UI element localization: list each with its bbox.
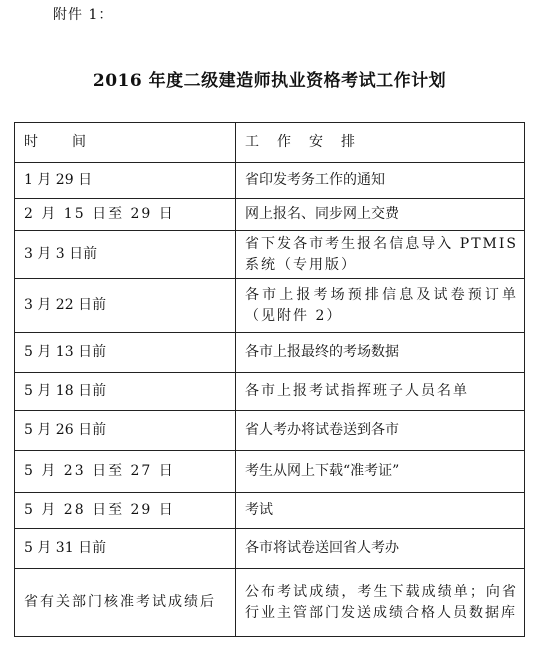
table-row <box>15 333 525 373</box>
table-row <box>15 411 525 451</box>
row-time-cell: 5 月 26 日前 <box>15 411 236 451</box>
row-work-cell: 网上报名、同步网上交费 <box>236 199 525 231</box>
row-work-cell: 考生从网上下载“准考证” <box>236 451 525 493</box>
table-row <box>15 529 525 569</box>
row-time-cell: 5 月 31 日前 <box>15 529 236 569</box>
row-time-cell: 5 月 13 日前 <box>15 333 236 373</box>
row-time-cell: 2 月 15 日至 29 日 <box>15 199 236 231</box>
table-row <box>15 199 525 231</box>
row-time-cell: 3 月 22 日前 <box>15 279 236 333</box>
row-work-cell: 考试 <box>236 493 525 529</box>
table-row <box>15 493 525 529</box>
row-work-cell: 各市上报考场预排信息及试卷预订单（见附件 2） <box>236 279 525 333</box>
table-row <box>15 373 525 411</box>
header-time: 时 间 <box>15 123 236 163</box>
row-work-cell: 省下发各市考生报名信息导入 PTMIS 系统（专用版） <box>236 231 525 279</box>
row-time-cell: 3 月 3 日前 <box>15 231 236 279</box>
row-work-cell: 省人考办将试卷送到各市 <box>236 411 525 451</box>
header-work: 工 作 安 排 <box>236 123 525 163</box>
row-work-cell: 各市上报考试指挥班子人员名单 <box>236 373 525 411</box>
table-row <box>15 163 525 199</box>
row-time-cell: 5 月 23 日至 27 日 <box>15 451 236 493</box>
row-work-cell: 各市将试卷送回省人考办 <box>236 529 525 569</box>
table-row <box>15 279 525 333</box>
row-time-cell: 省有关部门核准考试成绩后 <box>15 569 236 637</box>
schedule-table-body <box>15 123 525 637</box>
table-row <box>15 451 525 493</box>
row-time-cell: 5 月 18 日前 <box>15 373 236 411</box>
attachment-label: 附件 1： <box>53 7 114 23</box>
table-header-row <box>15 123 525 163</box>
document-title: 2016 年度二级建造师执业资格考试工作计划 <box>92 71 447 91</box>
row-work-cell: 各市上报最终的考场数据 <box>236 333 525 373</box>
row-work-cell: 省印发考务工作的通知 <box>236 163 525 199</box>
table-row <box>15 569 525 637</box>
schedule-table <box>14 122 525 637</box>
table-row <box>15 231 525 279</box>
row-work-cell: 公布考试成绩，考生下载成绩单；向省行业主管部门发送成绩合格人员数据库 <box>236 569 525 637</box>
row-time-cell: 5 月 28 日至 29 日 <box>15 493 236 529</box>
row-time-cell: 1 月 29 日 <box>15 163 236 199</box>
